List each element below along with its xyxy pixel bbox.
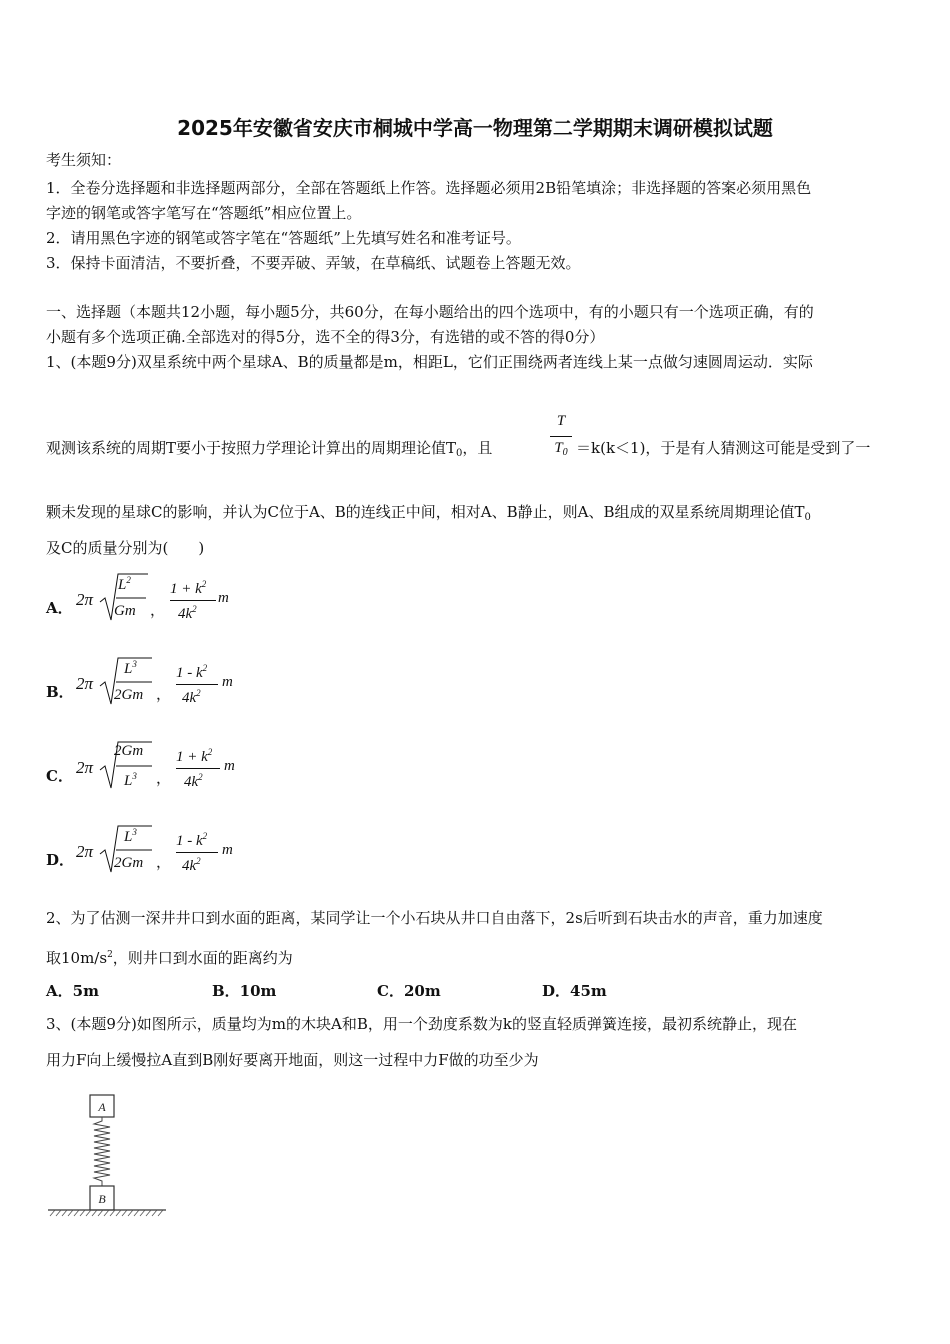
q2-line-1: 2、为了估测一深井井口到水面的距离，某同学让一个小石块从井口自由落下，2s后听到石块击水的声音，重力加速度 — [46, 909, 823, 927]
q1-option-c-m-den-base: 4k — [184, 774, 199, 790]
q1-option-d-m-den-exp: 2 — [196, 856, 201, 866]
q1-option-a-m-den-base: 4k — [178, 606, 193, 622]
q1-option-b-m-num-exp: 2 — [202, 663, 208, 673]
q1-option-a-m-tail: m — [218, 590, 229, 606]
section-1-line-1: 一、选择题（本题共12小题，每小题5分，共60分，在每小题给出的四个选项中，有的小题只有一个选项正确，有的 — [46, 303, 814, 321]
q1-fraction-denominator-subscript: 0 — [562, 447, 568, 458]
q2-option-c: C．20m — [377, 982, 441, 1000]
q1-line-2-subscript: 0 — [456, 448, 463, 459]
q2-line-2-text-a: 取10m/s — [46, 949, 108, 967]
block-b-label: B — [98, 1192, 106, 1206]
q1-option-c-m-den-exp: 2 — [198, 772, 203, 782]
q1-option-a-rad-den: Gm — [114, 603, 136, 619]
q1-option-c-m-num-exp: 2 — [207, 747, 213, 757]
q1-option-a-m-bar — [170, 600, 216, 601]
q1-line-1: 1、(本题9分)双星系统中两个星球A、B的质量都是m，相距L，它们正围绕两者连线上某一点做匀速圆周运动．实际 — [46, 353, 813, 371]
q1-option-c-rad-num: 2Gm — [114, 743, 144, 759]
q1-option-b-m-den-exp: 2 — [196, 688, 201, 698]
q2-option-a: A．5m — [46, 982, 99, 1000]
q1-option-a-m-den — [178, 604, 197, 623]
q1-line-2 — [46, 438, 492, 464]
q1-fraction-denominator-letter: T — [554, 440, 563, 456]
notice-item-2: 2．请用黑色字迹的钢笔或答字笔在“答题纸”上先填写姓名和准考证号。 — [46, 229, 521, 247]
q1-option-a-m-num-base: 1 + k — [170, 581, 202, 597]
q1-fraction-denominator — [550, 440, 572, 458]
q2-line-2-superscript: 2 — [107, 950, 113, 960]
q1-option-c-m-tail: m — [224, 758, 235, 774]
q1-option-d-rad-num-exp: 3 — [132, 827, 137, 837]
q1-option-c-m-den — [184, 772, 203, 791]
q1-option-c-m-num — [176, 747, 212, 766]
q1-option-d-rad-den: 2Gm — [114, 855, 144, 871]
q1-option-c-separator: ， — [156, 769, 172, 787]
q1-option-d-label: D． — [46, 851, 75, 869]
q1-option-b-m-num — [176, 663, 207, 682]
q1-option-a-coef: 2π — [76, 590, 94, 609]
page-title: 2025年安徽省安庆市桐城中学高一物理第二学期期末调研模拟试题 — [177, 116, 773, 140]
q1-option-a-m-den-exp: 2 — [192, 604, 197, 614]
q2-option-b: B．10m — [212, 982, 277, 1000]
q1-option-c-coef: 2π — [76, 758, 94, 777]
q1-line-3-text: 颗未发现的星球C的影响，并认为C位于A、B的连线正中间，相对A、B静止，则A、B组成的双星系统周期理论值T — [46, 503, 805, 521]
q1-option-b-coef: 2π — [76, 674, 94, 693]
ground-hatching — [50, 1210, 163, 1216]
q1-option-b-m-bar — [176, 684, 218, 685]
block-a-label: A — [98, 1100, 106, 1114]
notice-item-1-line-1: 1．全卷分选择题和非选择题两部分，全部在答题纸上作答。选择题必须用2B铅笔填涂；非选择题的答案必须用黑色 — [46, 179, 812, 197]
q3-spring-figure — [46, 1092, 170, 1222]
q1-option-a-label: A． — [46, 599, 73, 617]
q1-option-b-m-den — [182, 688, 201, 707]
q1-option-b-label: B． — [46, 683, 74, 701]
q1-option-a-m-num-exp: 2 — [201, 579, 207, 589]
q1-option-d-m-num-base: 1 - k — [176, 833, 203, 849]
q1-fraction-bar — [550, 436, 572, 437]
q1-line-2-text-b: ，且 — [462, 439, 493, 457]
q1-option-d-separator: ， — [156, 853, 172, 871]
q1-option-a-rad-num-exp: 2 — [126, 575, 131, 585]
q2-line-2-text-b: ，则井口到水面的距离约为 — [112, 949, 293, 967]
q1-option-d-m-bar — [176, 852, 218, 853]
q1-option-c-label: C． — [46, 767, 73, 785]
q1-option-a-separator: ， — [150, 601, 166, 619]
q1-option-b-rad-den: 2Gm — [114, 687, 144, 703]
section-1-line-2: 小题有多个选项正确.全部选对的得5分，选不全的得3分，有选错的或不答的得0分） — [46, 328, 605, 346]
q1-option-b-rad-num-base: L — [124, 661, 133, 677]
q2-option-d: D．45m — [542, 982, 607, 1000]
notice-item-1-line-2: 字迹的钢笔或答字笔写在“答题纸”相应位置上。 — [46, 204, 362, 222]
notice-heading: 考生须知： — [46, 151, 122, 169]
q1-option-b-rad-num-exp: 3 — [132, 659, 137, 669]
q1-option-c-m-num-base: 1 + k — [176, 749, 208, 765]
q1-line-2-text-c: ＝k(k＜1)，于是有人猜测这可能是受到了一 — [576, 439, 871, 457]
q3-line-2: 用力F向上缓慢拉A直到B刚好要离开地面，则这一过程中力F做的功至少为 — [46, 1051, 539, 1069]
q1-option-c-rad-den-base: L — [124, 773, 133, 789]
q1-option-c-m-bar — [176, 768, 220, 769]
q2-line-2 — [46, 945, 293, 968]
q1-line-3-subscript: 0 — [804, 512, 811, 523]
q1-line-3 — [46, 502, 811, 528]
q1-option-d-m-den — [182, 856, 201, 875]
q1-option-a-rad-num — [118, 575, 131, 594]
q1-option-b-separator: ， — [156, 685, 172, 703]
q1-line-4: 及C的质量分别为( ) — [46, 539, 205, 557]
q1-option-d-m-den-base: 4k — [182, 858, 197, 874]
q1-option-b-rad-num — [124, 659, 137, 678]
q1-line-2-text-a: 观测该系统的周期T要小于按照力学理论计算出的周期理论值T — [46, 439, 457, 457]
notice-item-3: 3．保持卡面清洁，不要折叠，不要弄破、弄皱，在草稿纸、试题卷上答题无效。 — [46, 254, 581, 272]
q1-option-c-rad-den — [124, 771, 137, 790]
q1-option-d-m-tail: m — [222, 842, 233, 858]
q1-fraction-numerator: T — [556, 413, 566, 429]
q1-option-d-coef: 2π — [76, 842, 94, 861]
q1-option-d-rad-num-base: L — [124, 829, 133, 845]
q1-option-a-rad-num-base: L — [118, 577, 127, 593]
q1-option-b-m-den-base: 4k — [182, 690, 197, 706]
q1-option-d-rad-num — [124, 827, 137, 846]
q1-option-b-m-num-base: 1 - k — [176, 665, 203, 681]
q3-line-1: 3、(本题9分)如图所示，质量均为m的木块A和B，用一个劲度系数为k的竖直轻质弹簧连接，最初系统静止，现在 — [46, 1015, 797, 1033]
q1-option-b-m-tail: m — [222, 674, 233, 690]
q1-option-a-m-num — [170, 579, 206, 598]
q1-option-c-rad-den-exp: 3 — [132, 771, 137, 781]
q1-option-d-m-num-exp: 2 — [202, 831, 208, 841]
q1-option-d-m-num — [176, 831, 207, 850]
spring — [94, 1117, 110, 1186]
